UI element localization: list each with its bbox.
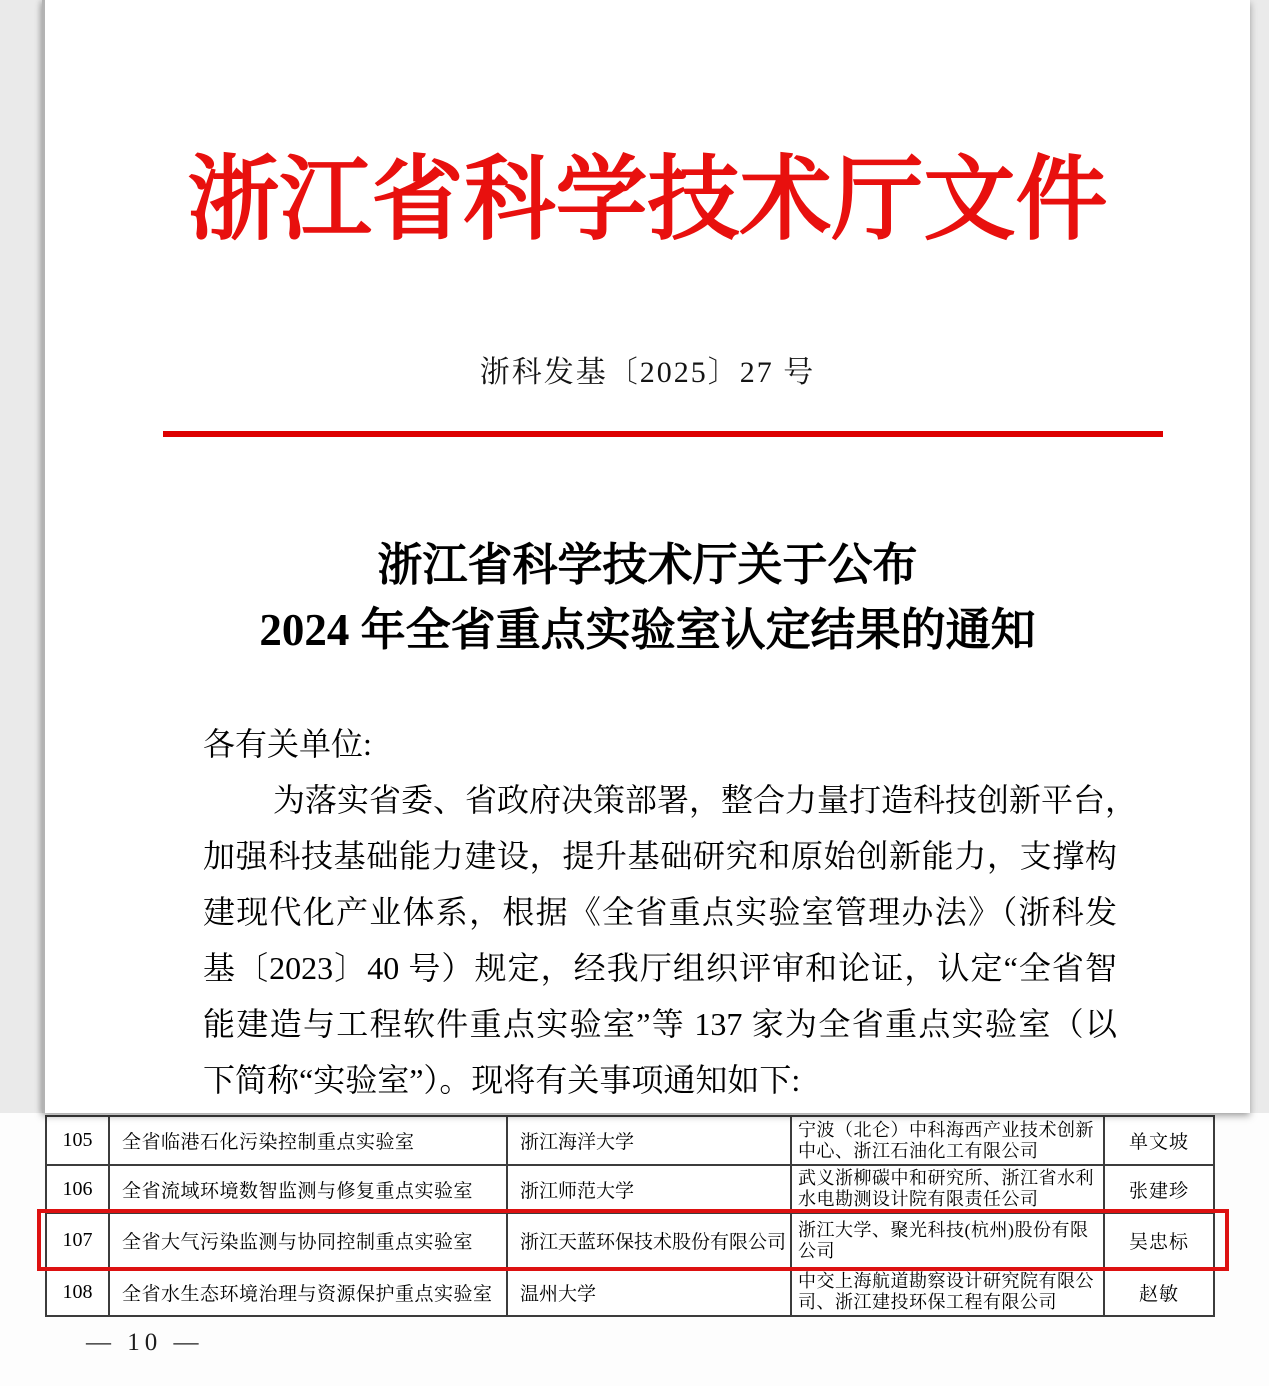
cell-unit: 温州大学	[507, 1268, 791, 1316]
notice-title	[45, 533, 1250, 663]
cell-partners: 武义浙柳碳中和研究所、浙江省水利水电勘测设计院有限责任公司	[791, 1165, 1104, 1213]
cell-partners: 浙江大学、聚光科技(杭州)股份有限公司	[791, 1213, 1104, 1268]
table-row	[46, 1213, 1214, 1268]
cell-unit: 浙江天蓝环保技术股份有限公司	[507, 1213, 791, 1268]
agency-title: 浙江省科学技术厅文件	[187, 149, 1108, 251]
cell-index: 106	[46, 1165, 109, 1213]
cell-lab: 全省流域环境数智监测与修复重点实验室	[109, 1165, 507, 1213]
body-text	[203, 716, 1138, 1108]
notice-title-line2: 2024 年全省重点实验室认定结果的通知	[259, 605, 1036, 655]
doc-number: 浙科发基〔2025〕27 号	[479, 356, 816, 389]
salutation: 各有关单位:	[203, 726, 372, 762]
cell-index: 107	[46, 1213, 109, 1268]
paragraph-line: 能建造与工程软件重点实验室”等 137 家为全省重点实验室（以	[203, 1006, 1117, 1042]
cell-lab: 全省临港石化污染控制重点实验室	[109, 1116, 507, 1165]
cell-lab: 全省大气污染监测与协同控制重点实验室	[109, 1213, 507, 1268]
table-row	[46, 1165, 1214, 1213]
cell-partners: 宁波（北仑）中科海西产业技术创新中心、浙江石油化工有限公司	[791, 1116, 1104, 1165]
paragraph-line: 加强科技基础能力建设，提升基础研究和原始创新能力，支撑构	[203, 838, 1117, 874]
cell-index: 105	[46, 1116, 109, 1165]
cell-director: 吴忠标	[1104, 1213, 1214, 1268]
body-paragraph	[203, 772, 1138, 1108]
cell-director: 张建珍	[1104, 1165, 1214, 1213]
cell-director: 单文坡	[1104, 1116, 1214, 1165]
cell-partners: 中交上海航道勘察设计研究院有限公司、浙江建投环保工程有限公司	[791, 1268, 1104, 1316]
notice-title-line1: 浙江省科学技术厅关于公布	[377, 540, 918, 590]
cell-unit: 浙江师范大学	[507, 1165, 791, 1213]
cell-unit: 浙江海洋大学	[507, 1116, 791, 1165]
cell-lab: 全省水生态环境治理与资源保护重点实验室	[109, 1268, 507, 1316]
paragraph-line: 为落实省委、省政府决策部署，整合力量打造科技创新平台，	[273, 782, 1138, 818]
table-row	[46, 1268, 1214, 1316]
cell-director: 赵敏	[1104, 1268, 1214, 1316]
key-labs-table	[45, 1115, 1215, 1317]
document-page	[42, 0, 1250, 1113]
red-divider-line	[163, 431, 1163, 437]
page-number: — 10 —	[86, 1329, 204, 1356]
cell-index: 108	[46, 1268, 109, 1316]
table-row	[46, 1116, 1214, 1165]
paragraph-line: 建现代化产业体系，根据《全省重点实验室管理办法》（浙科发	[203, 894, 1117, 930]
paragraph-line: 基〔2023〕40 号）规定，经我厅组织评审和论证，认定“全省智	[203, 950, 1117, 986]
paragraph-line: 下简称“实验室”）。现将有关事项通知如下:	[203, 1062, 801, 1098]
table-page	[0, 1113, 1269, 1386]
